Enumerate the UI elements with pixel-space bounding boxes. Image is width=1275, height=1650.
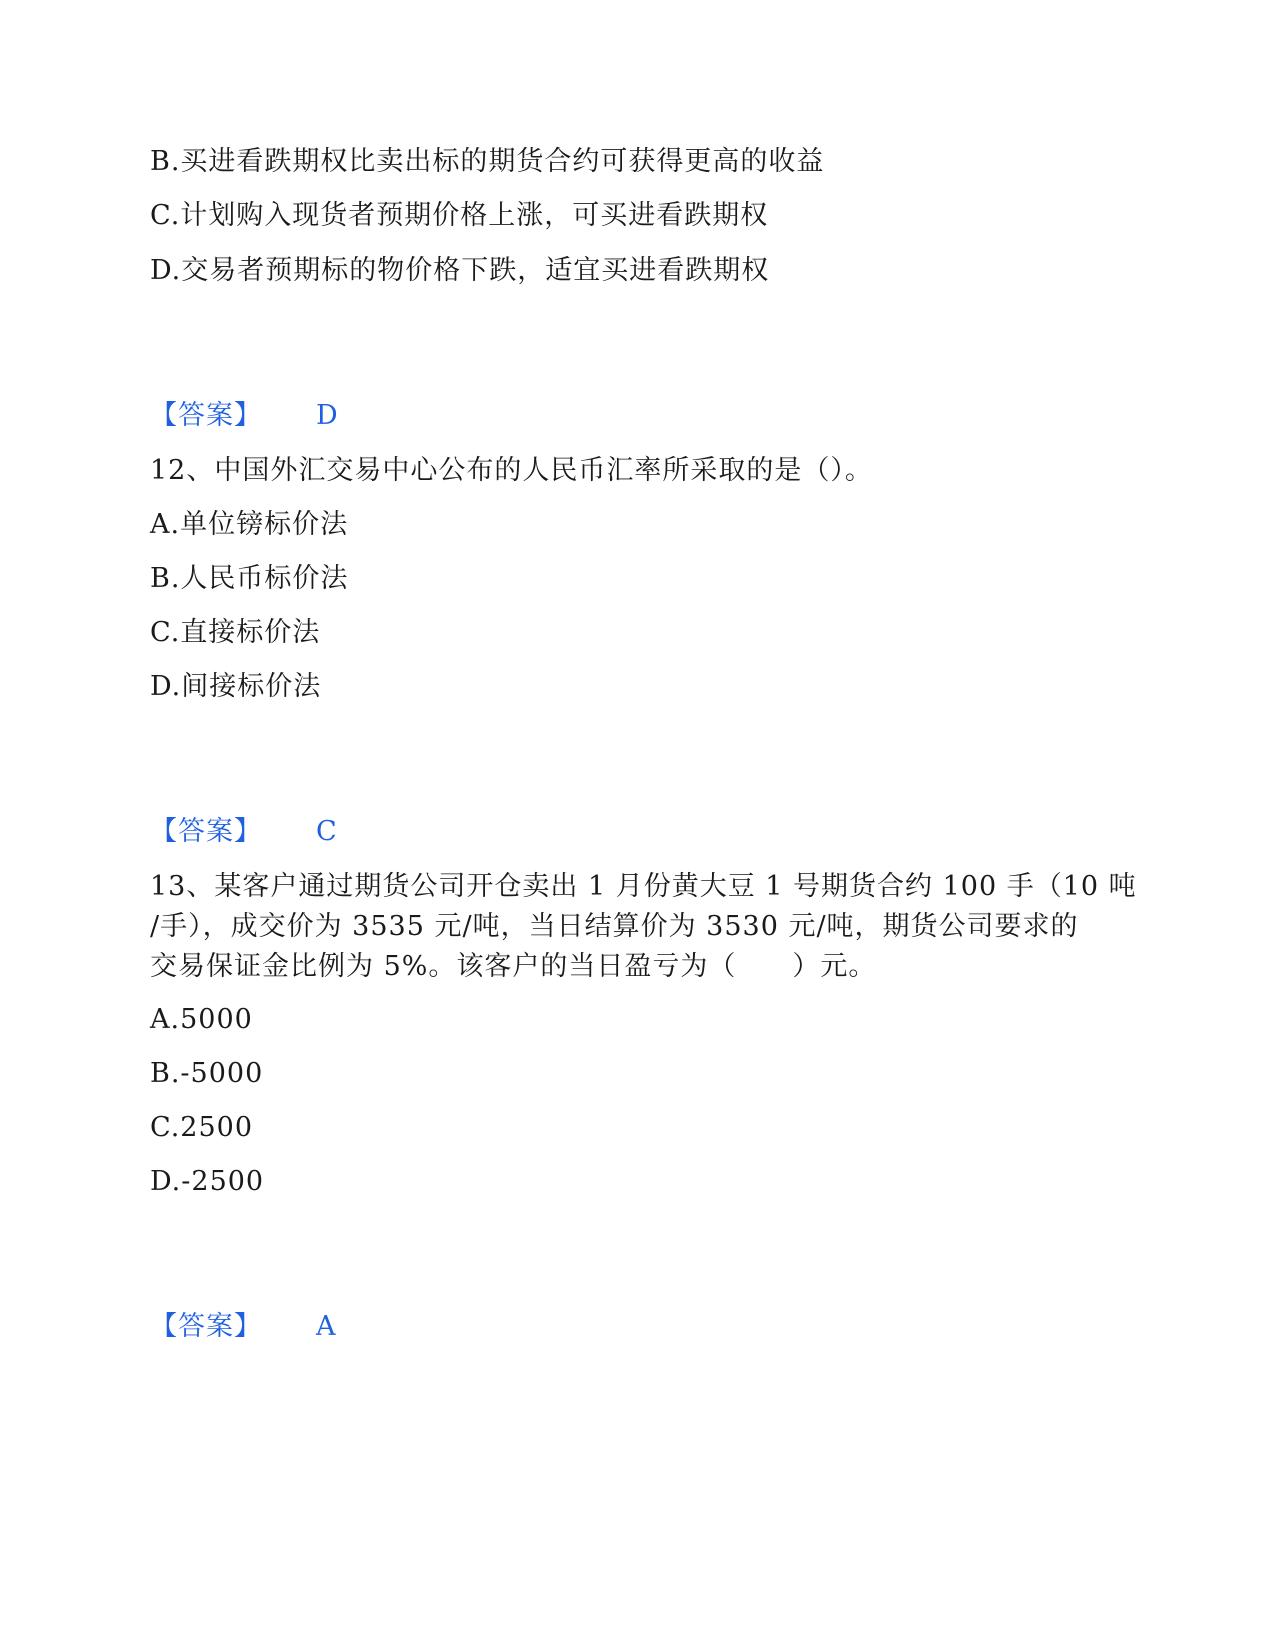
q12-option-d: D.间接标价法 (150, 671, 322, 702)
q13-stem-line-1: 13、某客户通过期货公司开仓卖出 1 月份黄大豆 1 号期货合约 100 手（10 吨 (150, 871, 1137, 902)
q12-option-b: B.人民币标价法 (150, 563, 349, 594)
answer-label: 【答案】 (150, 1311, 262, 1342)
answer-value: D (316, 400, 338, 431)
q11-option-c: C.计划购入现货者预期价格上涨，可买进看跌期权 (150, 200, 769, 231)
answer-label: 【答案】 (150, 400, 262, 431)
q13-answer (150, 1307, 336, 1347)
q12-stem: 12、中国外汇交易中心公布的人民币汇率所采取的是（）。 (150, 455, 873, 486)
q13-option-c: C.2500 (150, 1112, 253, 1143)
answer-label: 【答案】 (150, 816, 262, 847)
answer-value: C (316, 816, 337, 847)
q13-option-a: A.5000 (150, 1004, 253, 1035)
answer-value: A (316, 1311, 336, 1342)
q12-option-c: C.直接标价法 (150, 617, 321, 648)
q13-option-b: B.-5000 (150, 1058, 264, 1089)
q13-stem-line-2: /手），成交价为 3535 元/吨，当日结算价为 3530 元/吨，期货公司要求的 (150, 911, 1079, 942)
q13-stem-line-3: 交易保证金比例为 5%。该客户的当日盈亏为（ ）元。 (150, 951, 877, 982)
q11-option-b: B.买进看跌期权比卖出标的期货合约可获得更高的收益 (150, 146, 825, 177)
q12-answer (150, 812, 337, 852)
q13-option-d: D.-2500 (150, 1166, 265, 1197)
q11-answer (150, 396, 338, 436)
q12-option-a: A.单位镑标价法 (150, 509, 349, 540)
q11-option-d: D.交易者预期标的物价格下跌，适宜买进看跌期权 (150, 255, 770, 286)
